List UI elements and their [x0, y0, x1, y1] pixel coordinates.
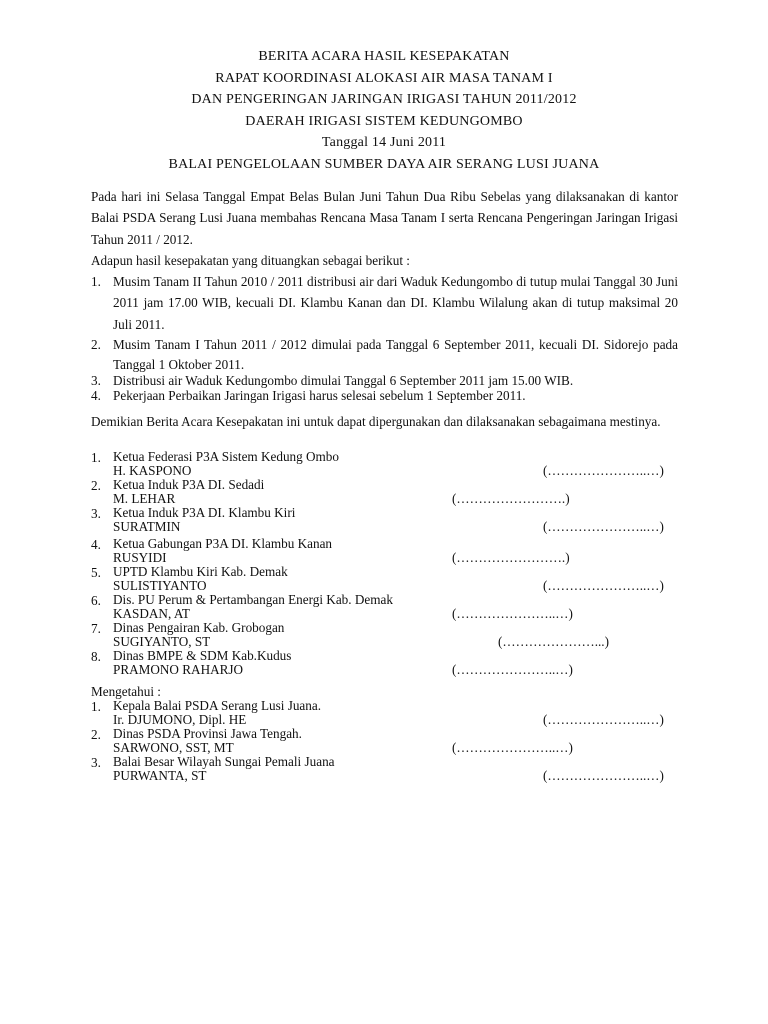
- signatory-role: Dis. PU Perum & Pertambangan Energi Kab. Demak: [113, 592, 393, 608]
- item-number: 6.: [91, 593, 101, 609]
- document-header: [0, 46, 768, 176]
- mengetahui-label: Mengetahui :: [91, 684, 161, 700]
- signatory-name: SUGIYANTO, ST: [113, 634, 211, 650]
- item-number: 3.: [91, 373, 101, 389]
- intro-paragraph: Pada hari ini Selasa Tanggal Empat Belas Bulan Juni Tahun Dua Ribu Sebelas yang dilaksanakan di kantor Balai PSDA Serang Lusi Juana membahas Rencana Masa Tanam I serta Rencana Pengeringan Jaringan Irigasi Tahun 2011 / 2012.: [91, 189, 678, 247]
- signatory-role: Dinas BMPE & SDM Kab.Kudus: [113, 648, 292, 664]
- signatory-item: [91, 478, 678, 506]
- acknowledger-role: Kepala Balai PSDA Serang Lusi Juana.: [113, 698, 322, 714]
- header-date: Tanggal 14 Juni 2011: [321, 135, 447, 151]
- signatory-role: Ketua Gabungan P3A DI. Klambu Kanan: [113, 536, 333, 552]
- signatory-name: PRAMONO RAHARJO: [113, 662, 244, 678]
- agreement-item: [91, 374, 678, 389]
- header-subtitle-3: DAERAH IRIGASI SISTEM KEDUNGOMBO: [245, 113, 523, 129]
- signatory-item: [91, 506, 678, 534]
- acknowledger-item: [91, 699, 678, 727]
- item-text: Pekerjaan Perbaikan Jaringan Irigasi harus selesai sebelum 1 September 2011.: [113, 387, 526, 403]
- document-body: [91, 186, 678, 783]
- item-number: 1.: [91, 699, 101, 715]
- acknowledger-name: SARWONO, SST, MT: [113, 740, 234, 756]
- item-number: 1.: [91, 450, 101, 466]
- signatory-role: UPTD Klambu Kiri Kab. Demak: [113, 564, 288, 580]
- acknowledger-name: Ir. DJUMONO, Dipl. HE: [113, 712, 247, 728]
- header-subtitle-1: RAPAT KOORDINASI ALOKASI AIR MASA TANAM I: [215, 70, 553, 86]
- signature-blank: (…………………..…): [452, 740, 573, 756]
- item-number: 2.: [91, 478, 101, 494]
- item-number: 7.: [91, 621, 101, 637]
- agreement-item: [91, 271, 678, 335]
- agreement-item: [91, 389, 678, 404]
- signatory-item: [91, 649, 678, 677]
- signatory-role: Ketua Federasi P3A Sistem Kedung Ombo: [113, 449, 339, 465]
- item-number: 3.: [91, 506, 101, 522]
- signatory-item: [91, 593, 678, 621]
- item-number: 4.: [91, 537, 101, 553]
- signatory-name: SURATMIN: [113, 519, 181, 535]
- agreement-intro: Adapun hasil kesepakatan yang dituangkan sebagai berikut :: [91, 252, 410, 268]
- signature-blank: (…………………...): [498, 634, 609, 650]
- agreement-item: [91, 335, 678, 374]
- acknowledger-role: Dinas PSDA Provinsi Jawa Tengah.: [113, 726, 302, 742]
- signatory-role: Dinas Pengairan Kab. Grobogan: [113, 620, 285, 636]
- item-number: 2.: [91, 727, 101, 743]
- item-number: 5.: [91, 565, 101, 581]
- signatory-role: Ketua Induk P3A DI. Sedadi: [113, 477, 265, 493]
- signature-blank: (…………………….): [452, 491, 570, 507]
- signatory-name: H. KASPONO: [113, 463, 192, 479]
- signature-blank: (…………………..…): [452, 606, 573, 622]
- signatory-name: RUSYIDI: [113, 550, 167, 566]
- header-title: BERITA ACARA HASIL KESEPAKATAN: [258, 49, 510, 64]
- signatory-name: M. LEHAR: [113, 491, 176, 507]
- header-institution: BALAI PENGELOLAAN SUMBER DAYA AIR SERANG LUSI JUANA: [168, 156, 600, 172]
- signatory-item: [91, 621, 678, 649]
- item-text: Musim Tanam I Tahun 2011 / 2012 dimulai pada Tanggal 6 September 2011, kecuali DI. Sidorejo pada Tanggal 1 Oktober 2011.: [113, 337, 678, 372]
- item-number: 8.: [91, 649, 101, 665]
- item-text: Distribusi air Waduk Kedungombo dimulai Tanggal 6 September 2011 jam 15.00 WIB.: [113, 373, 574, 389]
- item-number: 3.: [91, 755, 101, 771]
- item-number: 1.: [91, 274, 101, 290]
- signature-blank: (…………………..…): [543, 578, 664, 594]
- signatory-name: KASDAN, AT: [113, 606, 190, 622]
- signature-blank: (…………………..…): [543, 463, 664, 479]
- item-number: 4.: [91, 387, 101, 403]
- signature-blank: (…………………..…): [543, 712, 664, 728]
- signatory-item: [91, 565, 678, 593]
- signature-blank: (…………………..…): [543, 768, 664, 784]
- signatory-name: SULISTIYANTO: [113, 578, 207, 594]
- acknowledger-list: [91, 699, 678, 783]
- item-text: Musim Tanam II Tahun 2010 / 2011 distribusi air dari Waduk Kedungombo di tutup mulai Tanggal 30 Juni 2011 jam 17.00 WIB, kecuali DI. Klambu Kanan dan DI. Klambu Wilalung akan di tutup maksimal 20 Juli 2011.: [113, 274, 678, 332]
- closing-paragraph: Demikian Berita Acara Kesepakatan ini untuk dapat dipergunakan dan dilaksanakan sebagaimana mestinya.: [91, 414, 661, 430]
- item-number: 2.: [91, 337, 101, 353]
- acknowledger-name: PURWANTA, ST: [113, 768, 207, 784]
- acknowledger-role: Balai Besar Wilayah Sungai Pemali Juana: [113, 754, 335, 770]
- acknowledger-item: [91, 755, 678, 783]
- signature-blank: (…………………..…): [452, 662, 573, 678]
- signatory-role: Ketua Induk P3A DI. Klambu Kiri: [113, 505, 296, 521]
- signature-blank: (…………………….): [452, 550, 570, 566]
- signatory-list: [91, 450, 678, 677]
- header-subtitle-2: DAN PENGERINGAN JARINGAN IRIGASI TAHUN 2011/2012: [191, 92, 577, 108]
- acknowledger-item: [91, 727, 678, 755]
- agreement-list: [91, 271, 678, 403]
- signatory-item: [91, 537, 678, 565]
- signatory-item: [91, 450, 678, 478]
- signature-blank: (…………………..…): [543, 519, 664, 535]
